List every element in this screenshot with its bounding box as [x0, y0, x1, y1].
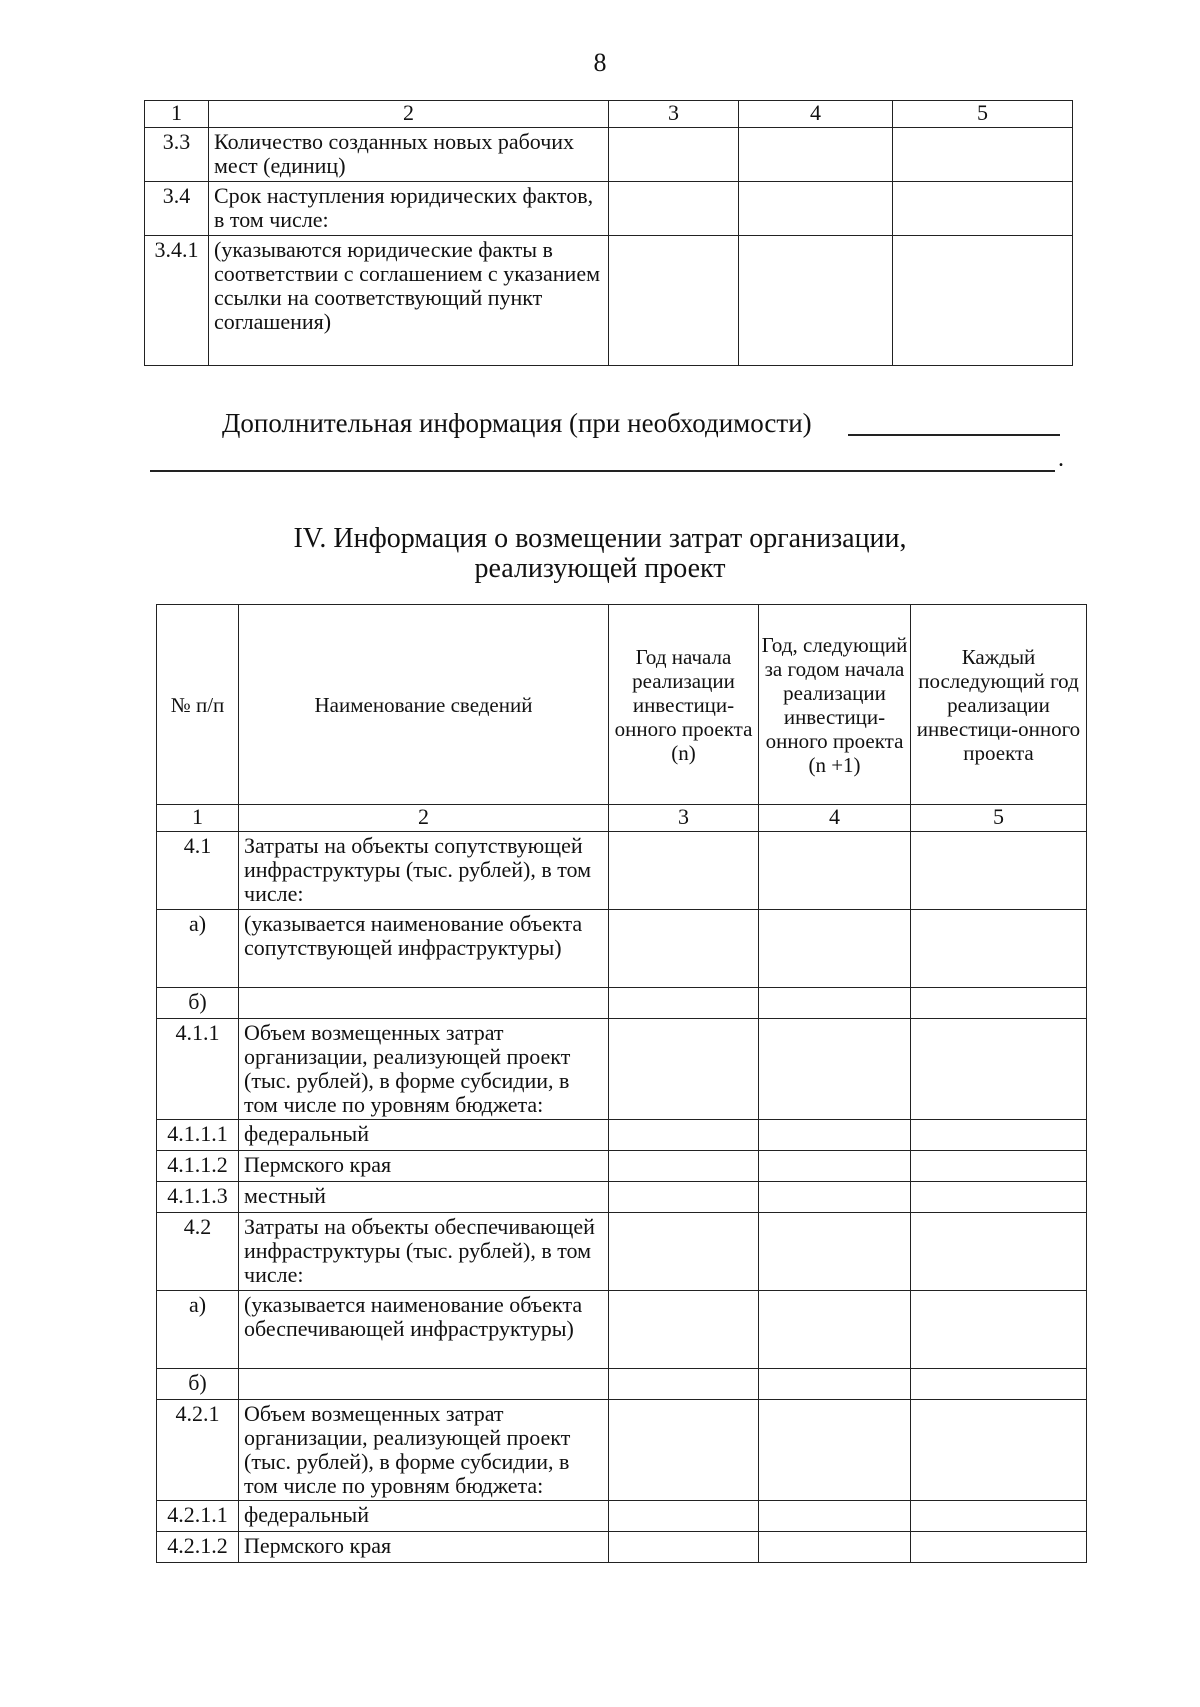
row-number: 3.4.1 [145, 236, 209, 366]
additional-info-fill-line-2[interactable] [150, 470, 1055, 472]
table-row [157, 1532, 1087, 1563]
row-number: 4.2.1.2 [157, 1532, 239, 1563]
table-row [157, 1120, 1087, 1151]
value-cell[interactable] [739, 182, 893, 236]
additional-info-label: Дополнительная информация (при необходимости) [222, 408, 812, 438]
column-number: 1 [157, 805, 239, 832]
row-number: 3.3 [145, 128, 209, 182]
value-cell[interactable] [893, 182, 1073, 236]
row-number: б) [157, 1369, 239, 1400]
value-cell[interactable] [609, 1019, 759, 1120]
value-cell[interactable] [759, 1400, 911, 1501]
row-name: местный [239, 1182, 609, 1213]
value-cell[interactable] [893, 236, 1073, 366]
row-number: 3.4 [145, 182, 209, 236]
row-number: 4.1 [157, 832, 239, 910]
value-cell[interactable] [911, 1369, 1087, 1400]
row-name: Пермского края [239, 1532, 609, 1563]
table-row [145, 182, 1073, 236]
value-cell[interactable] [911, 832, 1087, 910]
value-cell[interactable] [911, 1501, 1087, 1532]
row-name: Количество созданных новых рабочих мест (единиц) [209, 128, 609, 182]
row-number: 4.1.1.3 [157, 1182, 239, 1213]
table-row [157, 1369, 1087, 1400]
row-number: 4.1.1 [157, 1019, 239, 1120]
row-number: б) [157, 988, 239, 1019]
row-name: Затраты на объекты сопутствующей инфраструктуры (тыс. рублей), в том числе: [239, 832, 609, 910]
row-name: федеральный [239, 1120, 609, 1151]
value-cell[interactable] [609, 1501, 759, 1532]
value-cell[interactable] [911, 1120, 1087, 1151]
value-cell[interactable] [759, 1501, 911, 1532]
row-name [239, 988, 609, 1019]
section-title [0, 524, 1200, 584]
additional-info-end-mark: . [1058, 446, 1064, 472]
row-number: 4.2.1.1 [157, 1501, 239, 1532]
section-title-line-2: реализующей проект [474, 553, 726, 584]
header-cell: Наименование сведений [239, 605, 609, 805]
table-row [157, 1501, 1087, 1532]
value-cell[interactable] [759, 1291, 911, 1369]
table-row [157, 1151, 1087, 1182]
table-row [157, 910, 1087, 988]
header-cell: Год, следующий за годом начала реализации инвестици-онного проекта (n +1) [759, 605, 911, 805]
value-cell[interactable] [759, 1120, 911, 1151]
value-cell[interactable] [609, 1369, 759, 1400]
value-cell[interactable] [609, 832, 759, 910]
value-cell[interactable] [609, 988, 759, 1019]
page-number: 8 [593, 48, 607, 77]
table-row [157, 1182, 1087, 1213]
table-row [157, 988, 1087, 1019]
value-cell[interactable] [911, 1019, 1087, 1120]
value-cell[interactable] [893, 128, 1073, 182]
table-row [157, 832, 1087, 910]
value-cell[interactable] [759, 988, 911, 1019]
column-number: 1 [145, 101, 209, 128]
row-name: (указывается наименование объекта сопутствующей инфраструктуры) [239, 910, 609, 988]
value-cell[interactable] [759, 1532, 911, 1563]
row-number: 4.1.1.1 [157, 1120, 239, 1151]
value-cell[interactable] [609, 182, 739, 236]
row-name: (указываются юридические факты в соответствии с соглашением с указанием ссылки на соответствующий пункт соглашения) [209, 236, 609, 366]
value-cell[interactable] [609, 1120, 759, 1151]
row-name [239, 1369, 609, 1400]
row-number: 4.2 [157, 1213, 239, 1291]
value-cell[interactable] [609, 1532, 759, 1563]
value-cell[interactable] [609, 1151, 759, 1182]
table-row [157, 1019, 1087, 1120]
row-number: а) [157, 910, 239, 988]
column-numbers-row [157, 805, 1087, 832]
value-cell[interactable] [739, 128, 893, 182]
header-cell: № п/п [157, 605, 239, 805]
column-numbers-row [145, 101, 1073, 128]
row-name: Пермского края [239, 1151, 609, 1182]
column-number: 5 [911, 805, 1087, 832]
value-cell[interactable] [911, 1213, 1087, 1291]
row-name: (указывается наименование объекта обеспечивающей инфраструктуры) [239, 1291, 609, 1369]
value-cell[interactable] [911, 1291, 1087, 1369]
value-cell[interactable] [911, 1400, 1087, 1501]
value-cell[interactable] [609, 1182, 759, 1213]
table-row [145, 128, 1073, 182]
row-number: 4.1.1.2 [157, 1151, 239, 1182]
value-cell[interactable] [911, 988, 1087, 1019]
row-number: а) [157, 1291, 239, 1369]
value-cell[interactable] [759, 1019, 911, 1120]
column-number: 3 [609, 101, 739, 128]
value-cell[interactable] [911, 1182, 1087, 1213]
column-number: 3 [609, 805, 759, 832]
value-cell[interactable] [911, 1151, 1087, 1182]
row-name: федеральный [239, 1501, 609, 1532]
value-cell[interactable] [911, 910, 1087, 988]
column-number: 4 [739, 101, 893, 128]
value-cell[interactable] [609, 1291, 759, 1369]
header-row [157, 605, 1087, 805]
results-table [144, 100, 1073, 366]
value-cell[interactable] [609, 910, 759, 988]
value-cell[interactable] [609, 128, 739, 182]
row-name: Срок наступления юридических фактов, в том числе: [209, 182, 609, 236]
table-row [157, 1400, 1087, 1501]
value-cell[interactable] [759, 910, 911, 988]
row-name: Затраты на объекты обеспечивающей инфраструктуры (тыс. рублей), в том числе: [239, 1213, 609, 1291]
table-row [157, 1291, 1087, 1369]
value-cell[interactable] [609, 236, 739, 366]
column-number: 2 [239, 805, 609, 832]
value-cell[interactable] [759, 1213, 911, 1291]
header-cell: Год начала реализации инвестици-онного проекта (n) [609, 605, 759, 805]
value-cell[interactable] [759, 1151, 911, 1182]
additional-info-fill-line[interactable] [848, 434, 1060, 436]
value-cell[interactable] [609, 1400, 759, 1501]
column-number: 4 [759, 805, 911, 832]
value-cell[interactable] [759, 832, 911, 910]
row-number: 4.2.1 [157, 1400, 239, 1501]
table-row [145, 236, 1073, 366]
table-row [157, 1213, 1087, 1291]
row-name: Объем возмещенных затрат организации, реализующей проект (тыс. рублей), в форме субсидии, в том числе по уровням бюджета: [239, 1019, 609, 1120]
column-number: 2 [209, 101, 609, 128]
header-cell: Каждый последующий год реализации инвестици-онного проекта [911, 605, 1087, 805]
column-number: 5 [893, 101, 1073, 128]
value-cell[interactable] [911, 1532, 1087, 1563]
row-name: Объем возмещенных затрат организации, реализующей проект (тыс. рублей), в форме субсидии, в том числе по уровням бюджета: [239, 1400, 609, 1501]
value-cell[interactable] [759, 1369, 911, 1400]
value-cell[interactable] [759, 1182, 911, 1213]
cost-reimbursement-table [156, 604, 1087, 1563]
value-cell[interactable] [609, 1213, 759, 1291]
value-cell[interactable] [739, 236, 893, 366]
section-title-line-1: IV. Информация о возмещении затрат организации, [293, 523, 907, 554]
